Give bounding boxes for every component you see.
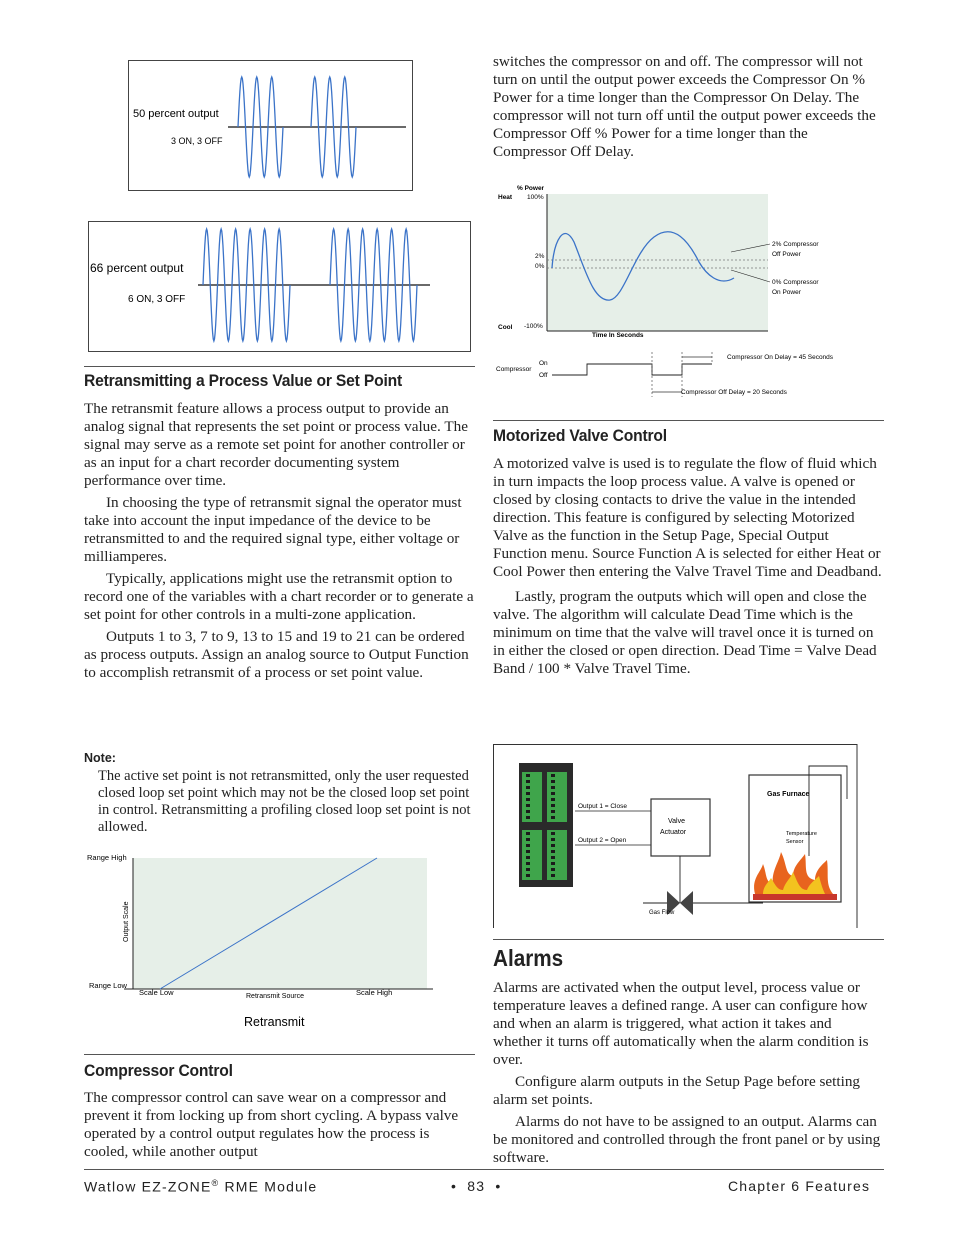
alarms-paragraph-3: Alarms do not have to be assigned to an output. Alarms can be monitored and controlled through the front panel or by using software. [493, 1113, 881, 1166]
p100-label: 100% [527, 194, 544, 201]
compressor-paragraph-1: The compressor control can save wear on a compressor and prevent it from locking up from short cycling. A bypass valve operated by a control output regulates how the process is cooled, while another output [84, 1089, 459, 1160]
valve-label-1: Valve [668, 818, 685, 825]
output2-label: Output 2 = Open [578, 837, 627, 844]
note-text: The active set point is not retransmitted, only the user requested closed loop set point which may not be the closed loop set point in control. Retransmitting a profiling closed loop set point is not allowed. [98, 768, 471, 835]
compressor-state-line [552, 364, 712, 375]
wave66-label: 66 percent output [90, 261, 184, 275]
off-delay-label: Compressor Off Delay = 20 Seconds [681, 389, 787, 396]
note-label: Note: [84, 751, 116, 765]
wave66-sublabel: 6 ON, 3 OFF [128, 294, 186, 305]
output-scale-label: Output Scale [123, 901, 130, 942]
alarms-heading: Alarms [493, 945, 564, 971]
alarms-paragraph-1: Alarms are activated when the output level, process value or temperature leaves a defined range. A user can configure how and when an alarm is triggered, what action it takes and whether it turns off automatically when the alarm condition is over. [493, 979, 869, 1068]
valve-label-2: Actuator [660, 829, 687, 836]
sensor-label-2: Sensor [786, 839, 804, 845]
controller-module-icon [519, 763, 573, 887]
pm100-label: -100% [524, 323, 543, 330]
retransmit-paragraph-4: Outputs 1 to 3, 7 to 9, 13 to 15 and 19 to 21 can be ordered as process outputs. Assign an analog source to Output Function to accomplish retransmit of a process or set point value. [84, 628, 469, 681]
valve-actuator-box [651, 799, 710, 856]
footer-brand [84, 1178, 317, 1195]
furnace-label: Gas Furnace [767, 791, 810, 798]
valve-paragraph-2: Lastly, program the outputs which will open and close the valve. The algorithm will calculate Dead Time which is the minimum on time that the valve will travel once it is turned on in either the closed or open direction. Dead Time = Valve Dead Band / 100 * Valve Travel Time. [493, 588, 877, 677]
on-power-label-2: On Power [772, 289, 801, 296]
output1-label: Output 1 = Close [578, 803, 627, 810]
alarms-paragraph-2: Configure alarm outputs in the Setup Page before setting alarm set points. [493, 1073, 861, 1108]
on-delay-label: Compressor On Delay = 45 Seconds [727, 354, 834, 361]
footer-chapter: Chapter 6 Features [728, 1178, 871, 1194]
scale-high-label: Scale High [356, 988, 393, 997]
range-low-label: Range Low [89, 981, 127, 990]
p2-label: 2% [535, 253, 545, 260]
retransmit-paragraph-3: Typically, applications might use the retransmit option to record one of the variables with a chart recorder or to generate a set point for other controls in a multi-zone application. [84, 570, 474, 623]
off-label: Off [539, 372, 548, 379]
p0-label: 0% [535, 263, 545, 270]
valve-heading: Motorized Valve Control [493, 426, 667, 445]
scale-low-label: Scale Low [139, 988, 174, 997]
retransmit-paragraph-1: The retransmit feature allows a process output to provide an analog signal that represents the set point or process value. The signal may serve as a remote set point for another controller or as an input for a chart recorder documenting system performance over time. [84, 400, 468, 489]
footer-page-number: • 83 • [451, 1178, 502, 1194]
off-power-label-2: Off Power [772, 251, 801, 258]
wave50-sublabel: 3 ON, 3 OFF [171, 136, 223, 146]
retransmit-heading: Retransmitting a Process Value or Set Point [84, 371, 403, 390]
compressor-label: Compressor [496, 366, 532, 373]
wave50-label: 50 percent output [133, 108, 219, 120]
retransmit-caption: Retransmit [244, 1015, 305, 1029]
heat-label: Heat [498, 194, 513, 201]
on-power-label-1: 0% Compressor [772, 279, 819, 286]
compressor-heading: Compressor Control [84, 1061, 233, 1080]
footer-module: RME Module [219, 1178, 318, 1195]
compressor-chart [494, 182, 854, 400]
compressor-continued: switches the compressor on and off. The compressor will not turn on until the output power exceeds the Compressor On % Power for a time longer than the Compressor On Delay. The compressor will not turn off until the output power exceeds the Compressor Off % Power for a time longer than the Compressor Off Delay. [493, 53, 876, 160]
power-title: % Power [517, 185, 545, 192]
retransmit-paragraph-2: In choosing the type of retransmit signal the operator must take into account the input impedance of the device to be retransmitted to and the required signal type, either voltage or milliamperes. [84, 494, 462, 565]
cool-label: Cool [498, 324, 513, 331]
retransmit-chart [84, 848, 439, 1033]
off-power-label-1: 2% Compressor [772, 241, 819, 248]
valve-diagram [493, 744, 859, 929]
retransmit-source-label: Retransmit Source [246, 993, 304, 1000]
valve-paragraph-1: A motorized valve is used is to regulate the flow of fluid which in turn impacts the loop process value. A valve is opened or closed by closing contacts to drive the value in the intended direction. This feature is configured by selecting Motorized Valve as the function in the Setup Page, Special Output Function menu. Source Function A is selected for either Heat or Cool Power then entering the Valve Travel Time and Deadband. [493, 455, 882, 580]
figure-66-percent-output [88, 221, 471, 352]
footer-brand-name: Watlow EZ-ZONE [84, 1178, 212, 1195]
range-high-label: Range High [87, 853, 127, 862]
gas-flow-label: Gas Flow [649, 910, 675, 916]
sensor-label-1: Temperature [786, 831, 817, 837]
on-label: On [539, 360, 548, 367]
footer-registered-mark: ® [211, 1178, 220, 1188]
time-label: Time In Seconds [592, 332, 644, 339]
figure-50-percent-output [128, 60, 413, 191]
